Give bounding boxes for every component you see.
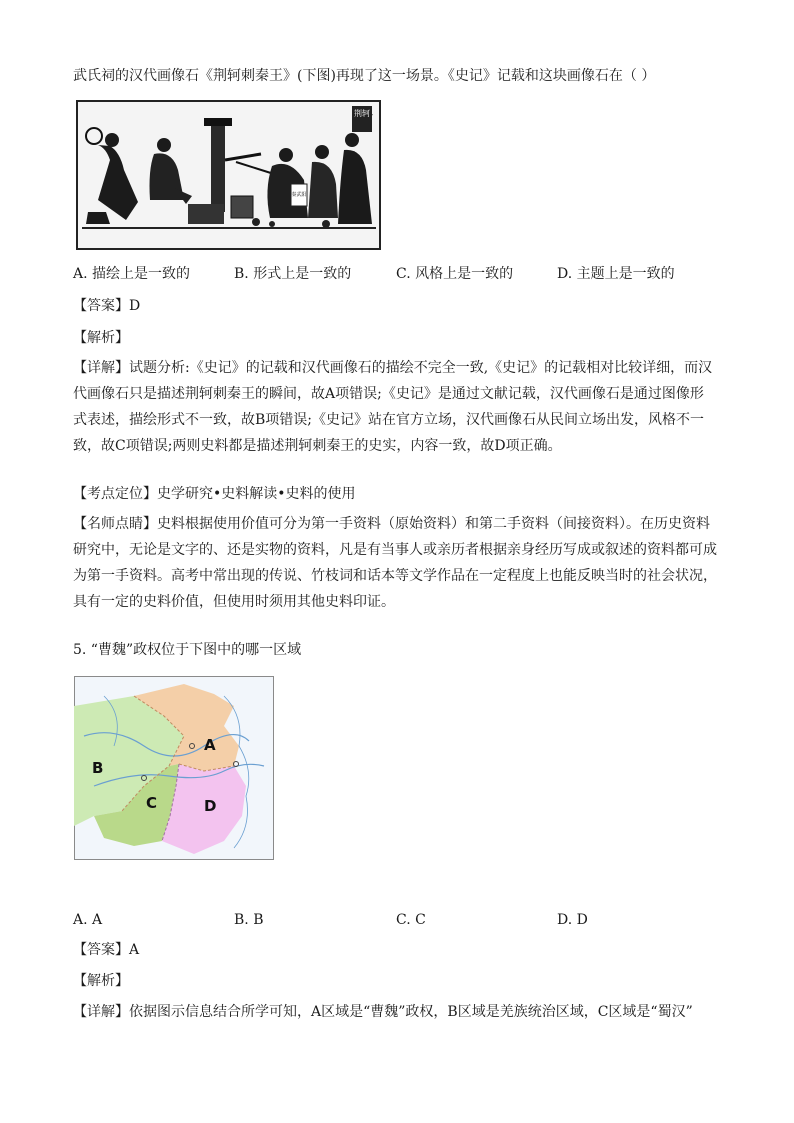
stone-relief-image (76, 100, 381, 250)
mingshi-line: 为第一手资料。高考中常出现的传说、竹枝词和话本等文学作品在一定程度上也能反映当时的社会状况， (73, 568, 717, 584)
q4-detail (73, 355, 723, 459)
option-text: D (576, 912, 588, 928)
q4-option-b (234, 264, 351, 284)
detail-line: 式表述，描绘形式不一致，故B项错误;《史记》站在官方立场，汉代画像石从民间立场出发，风格不一 (73, 412, 705, 428)
q5-answer (73, 940, 139, 960)
q4-mingshi (73, 511, 723, 615)
option-text: A (92, 912, 103, 928)
q5-option-b (234, 910, 264, 930)
option-label: A. (73, 266, 88, 282)
q4-answer (73, 296, 140, 316)
relief-inscription-2: 秦武阳 (291, 192, 307, 198)
q5-option-c (396, 910, 426, 930)
answer-value: A (129, 942, 140, 958)
option-text: 风格上是一致的 (415, 266, 514, 282)
option-text: 描绘上是一致的 (92, 266, 191, 282)
kaodian-tag: 【考点定位】 (73, 486, 157, 502)
detail-tag: 【详解】 (73, 1004, 129, 1020)
detail-line: 代画像石只是描述荆轲刺秦王的瞬间，故A项错误;《史记》是通过文献记载，汉代画像石是通过图像形 (73, 386, 704, 402)
q4-option-c (396, 264, 513, 284)
map-label-c: C (146, 794, 158, 812)
q5-option-a (73, 910, 102, 930)
answer-value: D (129, 298, 141, 314)
q5-option-d (557, 910, 588, 930)
q4-option-d (557, 264, 675, 284)
option-text: C (415, 912, 426, 928)
option-text: 形式上是一致的 (253, 266, 352, 282)
q5-stem: 5. “曹魏”政权位于下图中的哪一区域 (73, 642, 302, 658)
detail-tag: 【详解】 (73, 360, 129, 376)
detail-line: 致，故C项错误;两则史料都是描述荆轲刺秦王的史实，内容一致，故D项正确。 (73, 438, 562, 454)
answer-tag: 【答案】 (73, 298, 129, 314)
map-label-d: D (204, 797, 217, 815)
detail-line: 试题分析:《史记》的记载和汉代画像石的描绘不完全一致,《史记》的记载相对比较详细，而汉 (129, 360, 713, 376)
mingshi-line: 研究中，无论是文字的、还是实物的资料，凡是有当事人或亲历者根据亲身经历写成或叙述的资料都可成 (73, 542, 717, 558)
kaodian-text: 史学研究•史料解读•史料的使用 (157, 486, 356, 502)
option-label: B. (234, 266, 249, 282)
option-text: 主题上是一致的 (576, 266, 675, 282)
q5-analysis-tag: 【解析】 (73, 973, 129, 989)
q4-stem: 武氏祠的汉代画像石《荆轲刺秦王》(下图)再现了这一场景。《史记》记载和这块画像石在（ ） (73, 68, 656, 84)
option-label: B. (234, 912, 249, 928)
q4-analysis-tag: 【解析】 (73, 330, 129, 346)
answer-tag: 【答案】 (73, 942, 129, 958)
mingshi-line: 史料根据使用价值可分为第一手资料（原始资料）和第二手资料（间接资料）。在历史资料 (157, 516, 710, 532)
mingshi-line: 具有一定的史料价值，但使用时须用其他史料印证。 (73, 594, 395, 610)
option-label: D. (557, 266, 573, 282)
map-label-a: A (204, 736, 216, 754)
relief-inscription-1: 荆轲 (354, 109, 370, 118)
map-label-b: B (92, 759, 104, 777)
option-label: C. (396, 266, 411, 282)
option-text: B (253, 912, 264, 928)
q4-option-a (73, 264, 190, 284)
q5-detail (73, 1002, 693, 1022)
option-label: C. (396, 912, 411, 928)
option-label: D. (557, 912, 573, 928)
detail-text: 依据图示信息结合所学可知，A区域是“曹魏”政权，B区域是羌族统治区域，C区域是“蜀汉” (129, 1004, 693, 1020)
mingshi-tag: 【名师点睛】 (73, 516, 157, 532)
q4-kaodian (73, 484, 356, 504)
option-label: A. (73, 912, 88, 928)
three-kingdoms-map (74, 676, 274, 860)
